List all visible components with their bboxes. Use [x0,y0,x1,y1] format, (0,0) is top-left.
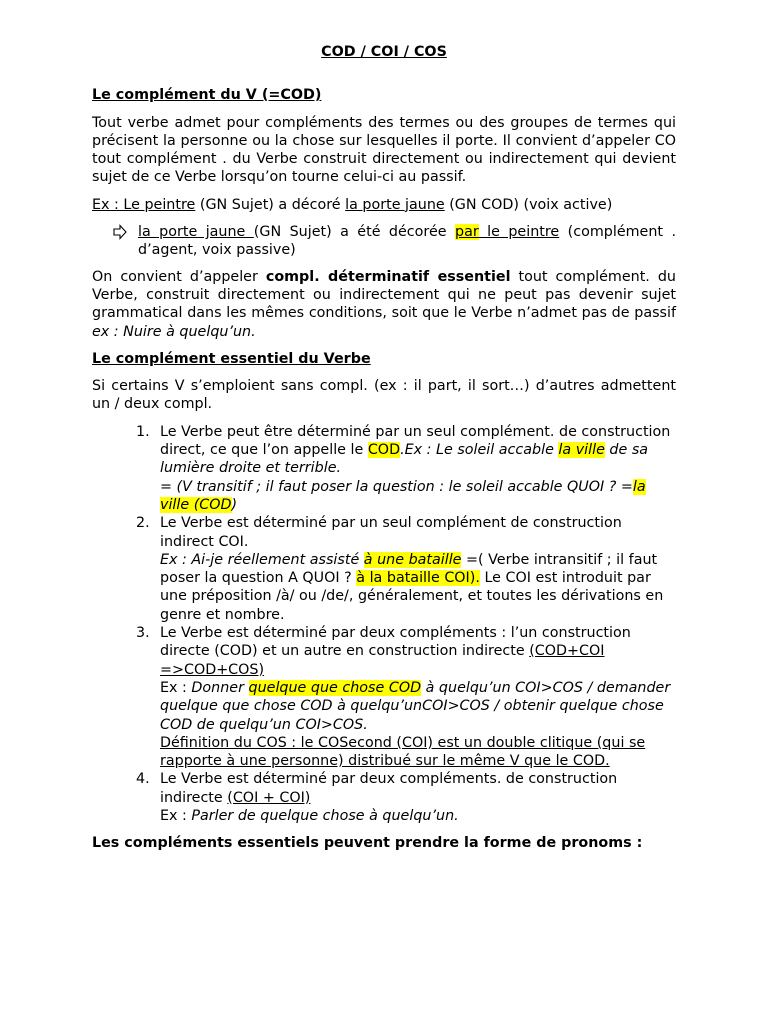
item2-mid: =( Verbe intransitif ; il faut poser la question A QUOI ? [160,551,658,587]
item2-text: Le Verbe est déterminé par un seul complément de construction indirect COI. [160,515,622,550]
item1-cod-highlight: COD [367,442,401,459]
document-title: COD / COI / COS [321,44,447,60]
section-heading-essentiel: Le complément essentiel du Verbe [92,350,371,367]
para2-after: tout complément. du Verbe, construit directement ou indirectement qui ne peut pas devenir sujet grammatical dans les mêmes conditions, soit que le Verbe n’admet pas de passif [92,268,676,322]
example-subject: Le peintre [123,196,196,213]
item1-question: = (V transitif ; il faut poser la question : le soleil accable QUOI ? = [160,478,633,495]
item2-rest: Le COI est introduit par une préposition /à/ ou /de/, généralement, et toutes les dérivations en genre et nombre. [160,570,664,623]
passive-subject: la porte jaune [138,224,254,241]
list-item [92,514,676,624]
section2-intro: Si certains V s’emploient sans compl. (ex : il part, il sort…) d’autres admettent un / deux compl. [92,378,676,413]
item2-example: Ex : Ai-je réellement assisté [160,551,364,568]
intro-paragraph: Tout verbe admet pour compléments des termes ou des groupes de termes qui précisent la personne ou la chose sur lesquelles il porte. Il convient d’appeler CO tout complément . du Verbe construit directement ou indirectement qui devient sujet de ce Verbe lorsqu’on tourne celui-ci au passif. [92,114,676,186]
example-object-tag: (GN COD) (voix active) [444,196,613,213]
section-heading-cod: Le complément du V (=COD) [92,87,322,104]
list-item [92,624,676,770]
arrow-right-icon [112,223,128,241]
active-voice-example [92,196,676,214]
list-item-number: 2. [136,515,150,532]
item3-text: Le Verbe est déterminé par deux compléments : l’un construction directe (COD) et un autre en construction indirecte [160,625,631,660]
para2-bold-term: compl. déterminatif essentiel [265,268,511,285]
final-statement: Les compléments essentiels peuvent prendre la forme de pronoms : [92,835,643,852]
passive-voice-example [92,223,676,260]
passive-tail: (complément . d’agent, voix passive) [138,224,676,259]
example-lead: Ex : [92,196,124,213]
para2-before: On convient d’appeler [92,268,266,285]
item1-ville-highlight: la ville [558,442,605,459]
list-item [92,423,676,514]
item4-ex-lead: Ex : [160,807,192,824]
list-item [92,770,676,825]
item2-answer-highlight: à la bataille COI). [356,570,480,587]
item3-ex-lead: Ex : [160,679,192,696]
item3-example-part1: Donner [191,679,249,696]
item4-text: Le Verbe est déterminé par deux compléments. de construction indirecte [160,771,618,806]
example-object: la porte jaune [345,196,445,213]
example-subject-tag: (GN Sujet) a décoré [195,196,346,213]
item2-bataille-highlight: à une bataille [363,551,462,568]
complement-list [92,423,676,826]
para2-example: ex : Nuire à quelqu’un. [92,323,256,340]
list-item-number: 4. [136,771,150,788]
item4-example: Parler de quelque chose à quelqu’un. [191,807,459,824]
item1-text: Le Verbe peut être déterminé par un seul complément. de construction direct, ce que l’on appelle le [160,423,671,459]
item3-formula: (COD+COI =>COD+COS) [160,643,605,678]
item1-close: ) [231,496,238,513]
item3-example-part2: à quelqu’un COI>COS / demander quelque que chose COD à quelqu’unCOI>COS / obtenir quelque chose COD de quelqu’un COI>COS. [160,679,671,733]
passive-agent: le peintre [478,224,560,241]
item1-example-part2: de sa lumière droite et terrible. [160,442,649,477]
passive-par-highlight: par [455,224,479,241]
item3-definition: Définition du COS : le COSecond (COI) est un double clitique (qui se rapporte à une personne) distribué sur le même V que le COD. [160,734,646,770]
item1-example-part1: .Ex : Le soleil accable [400,442,559,459]
determinative-paragraph [92,268,676,341]
list-item-number: 1. [136,423,150,440]
item1-answer-highlight: la ville (COD [160,478,646,513]
passive-part1: (GN Sujet) a été décorée [253,224,455,241]
list-item-number: 3. [136,625,150,642]
item4-formula: (COI + COI) [227,789,311,806]
item3-qqc-highlight: quelque que chose COD [248,679,422,696]
